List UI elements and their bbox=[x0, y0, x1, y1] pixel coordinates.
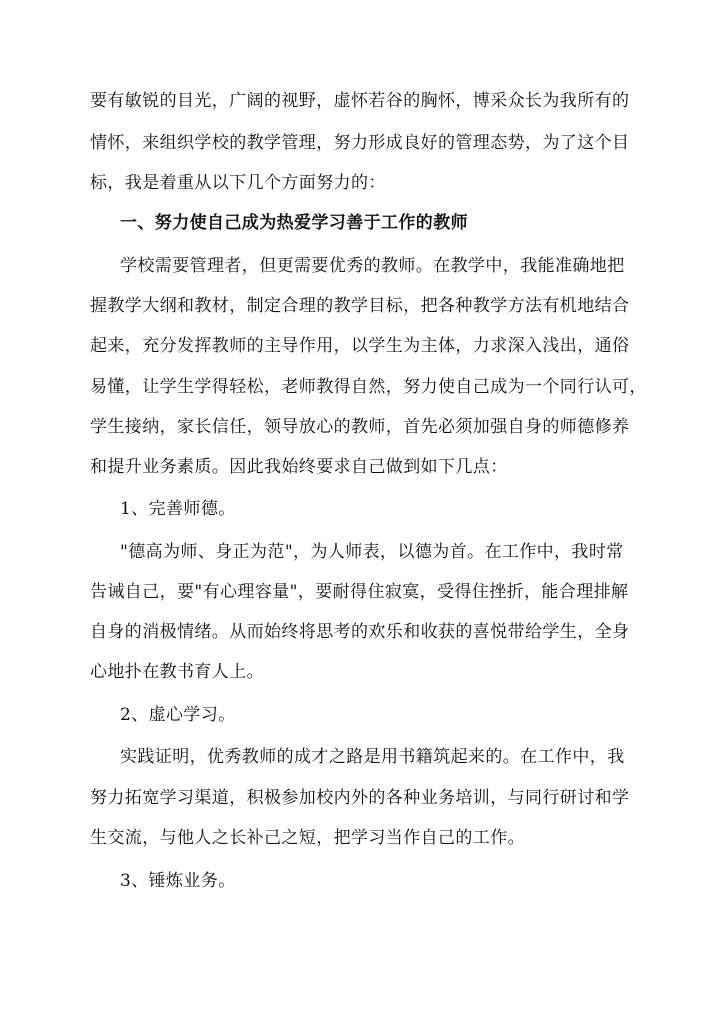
paragraph-line: 心地扑在教书育人上。 bbox=[90, 662, 264, 682]
paragraph-line: 实践证明，优秀教师的成才之路是用书籍筑起来的。在工作中，我 bbox=[120, 747, 625, 767]
paragraph-line: "德高为师、身正为范"，为人师表，以德为首。在工作中，我时常 bbox=[120, 542, 624, 562]
paragraph-line: 努力拓宽学习渠道，积极参加校内外的各种业务培训，与同行研讨和学 bbox=[90, 788, 630, 808]
paragraph-line: 生交流，与他人之长补己之短，把学习当作自己的工作。 bbox=[90, 828, 525, 848]
item-title: 2、虚心学习。 bbox=[120, 705, 236, 725]
item-title: 1、完善师德。 bbox=[120, 499, 236, 519]
paragraph-line: 易懂，让学生学得轻松，老师教得自然，努力使自己成为一个同行认可， bbox=[90, 377, 647, 397]
paragraph-line: 握教学大纲和教材，制定合理的教学目标，把各种教学方法有机地结合 bbox=[90, 296, 630, 316]
intro-line: 情怀，来组织学校的教学管理，努力形成良好的管理态势，为了这个目 bbox=[90, 133, 630, 153]
paragraph-line: 告诫自己，要"有心理容量"，要耐得住寂寞，受得住挫折，能合理排解 bbox=[90, 582, 629, 602]
paragraph-line: 和提升业务素质。因此我始终要求自己做到如下几点： bbox=[90, 457, 508, 477]
section-heading: 一、努力使自己成为热爱学习善于工作的教师 bbox=[120, 213, 468, 233]
paragraph-line: 自身的消极情绪。从而始终将思考的欢乐和收获的喜悦带给学生，全身 bbox=[90, 622, 630, 642]
paragraph-line: 学校需要管理者，但更需要优秀的教师。在教学中，我能准确地把 bbox=[120, 256, 625, 276]
intro-line: 标，我是着重从以下几个方面努力的： bbox=[90, 173, 386, 193]
paragraph-line: 起来，充分发挥教师的主导作用，以学生为主体，力求深入浅出，通俗 bbox=[90, 336, 630, 356]
paragraph-line: 学生接纳，家长信任，领导放心的教师，首先必须加强自身的师德修养 bbox=[90, 417, 630, 437]
intro-line: 要有敏锐的目光，广阔的视野，虚怀若谷的胸怀，博采众长为我所有的 bbox=[90, 91, 630, 111]
item-title: 3、锤炼业务。 bbox=[120, 871, 236, 891]
